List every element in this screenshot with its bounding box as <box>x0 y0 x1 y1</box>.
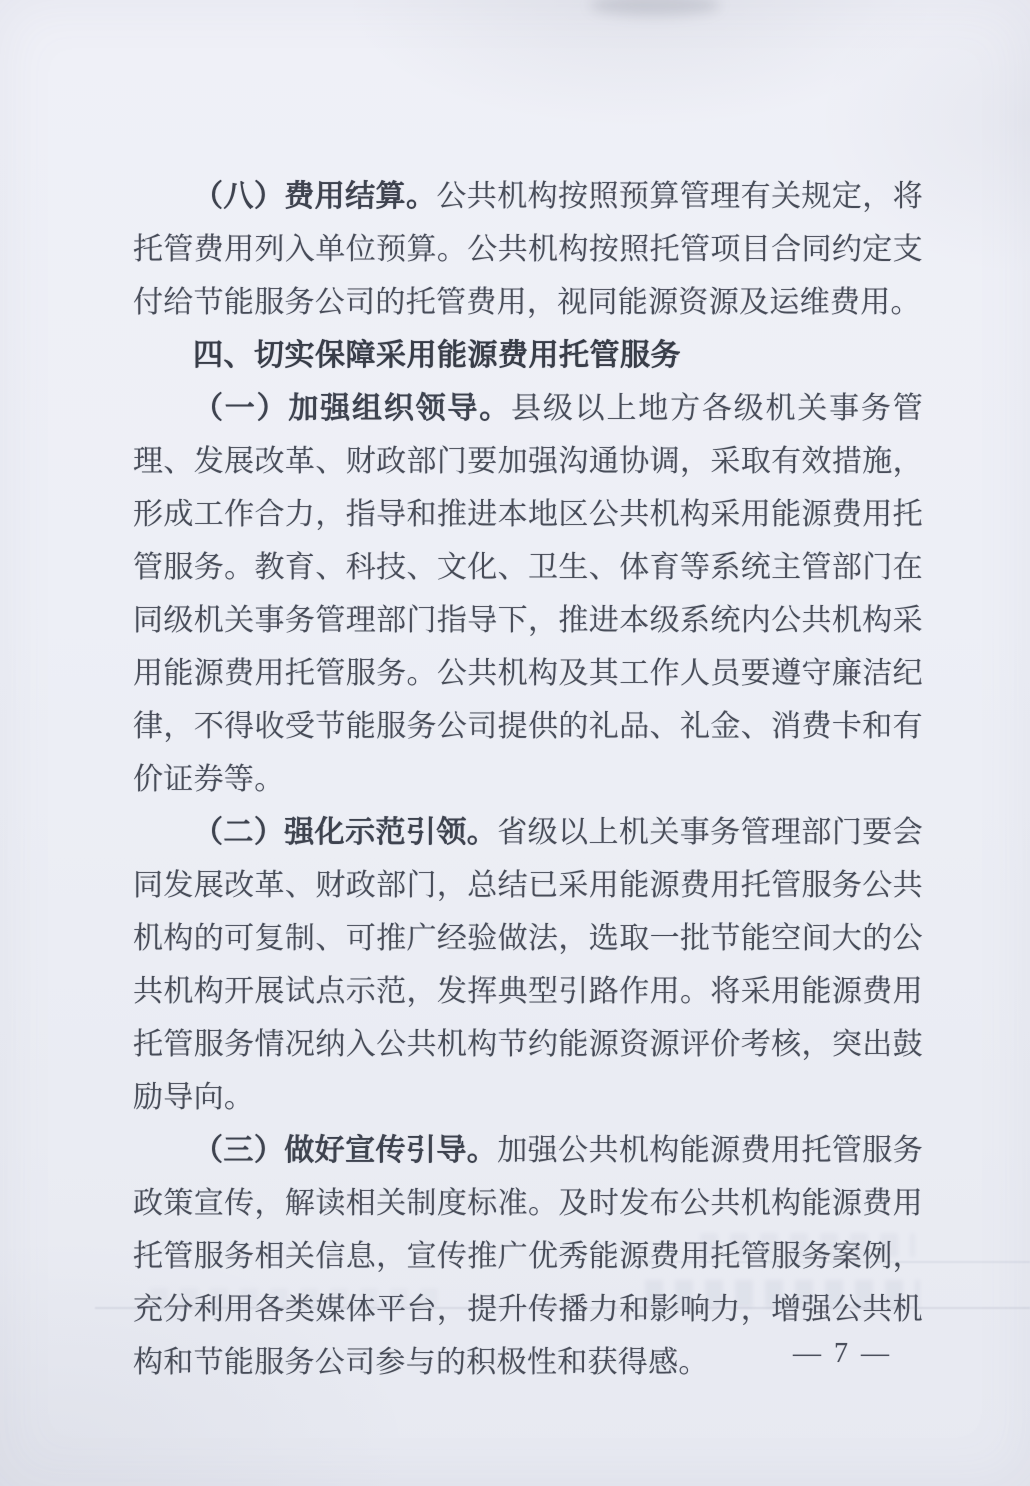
bleed-through-artifact <box>700 1233 915 1257</box>
section-heading-4 <box>133 329 923 382</box>
bleed-through-line <box>640 1261 1030 1263</box>
heading-text: 四、切实保障采用能源费用托管服务 <box>193 339 681 372</box>
paragraph-8-fee-settlement <box>133 170 923 329</box>
document-body <box>133 170 923 1389</box>
bleed-through-artifact <box>150 1288 450 1308</box>
paragraph-lead: （二）强化示范引领。 <box>193 816 498 849</box>
paragraph-text: 省级以上机关事务管理部门要会同发展改革、财政部门，总结已采用能源费用托管服务公共机构的可复制、可推广经验做法，选取一批节能空间大的公共机构开展试点示范，发挥典型引路作用。将采用能源费用托管服务情况纳入公共机构节约能源资源评价考核，突出鼓励导向。 <box>133 816 923 1114</box>
bleed-through-line <box>95 1307 1030 1309</box>
page-number: — 7 — <box>793 1338 892 1369</box>
paragraph-2-demonstration-guidance <box>133 806 923 1124</box>
bleed-through-artifact <box>645 1280 920 1308</box>
paragraph-text: 公共机构按照预算管理有关规定，将托管费用列入单位预算。公共机构按照托管项目合同约定支付给节能服务公司的托管费用，视同能源资源及运维费用。 <box>133 180 923 319</box>
paragraph-text: 县级以上地方各级机关事务管理、发展改革、财政部门要加强沟通协调，采取有效措施，形成工作合力，指导和推进本地区公共机构采用能源费用托管服务。教育、科技、文化、卫生、体育等系统主管部门在同级机关事务管理部门指导下，推进本级系统内公共机构采用能源费用托管服务。公共机构及其工作人员要遵守廉洁纪律，不得收受节能服务公司提供的礼品、礼金、消费卡和有价证券等。 <box>133 392 923 796</box>
paragraph-text: 加强公共机构能源费用托管服务政策宣传，解读相关制度标准。及时发布公共机构能源费用托管服务相关信息，宣传推广优秀能源费用托管服务案例，充分利用各类媒体平台，提升传播力和影响力，增强公共机构和节能服务公司参与的积极性和获得感。 <box>133 1134 923 1379</box>
paragraph-lead: （八）费用结算。 <box>193 180 437 213</box>
paragraph-lead: （三）做好宣传引导。 <box>193 1134 498 1167</box>
paragraph-1-organization-leadership <box>133 382 923 806</box>
scan-smudge-artifact <box>590 0 720 16</box>
paragraph-lead: （一）加强组织领导。 <box>193 392 512 425</box>
